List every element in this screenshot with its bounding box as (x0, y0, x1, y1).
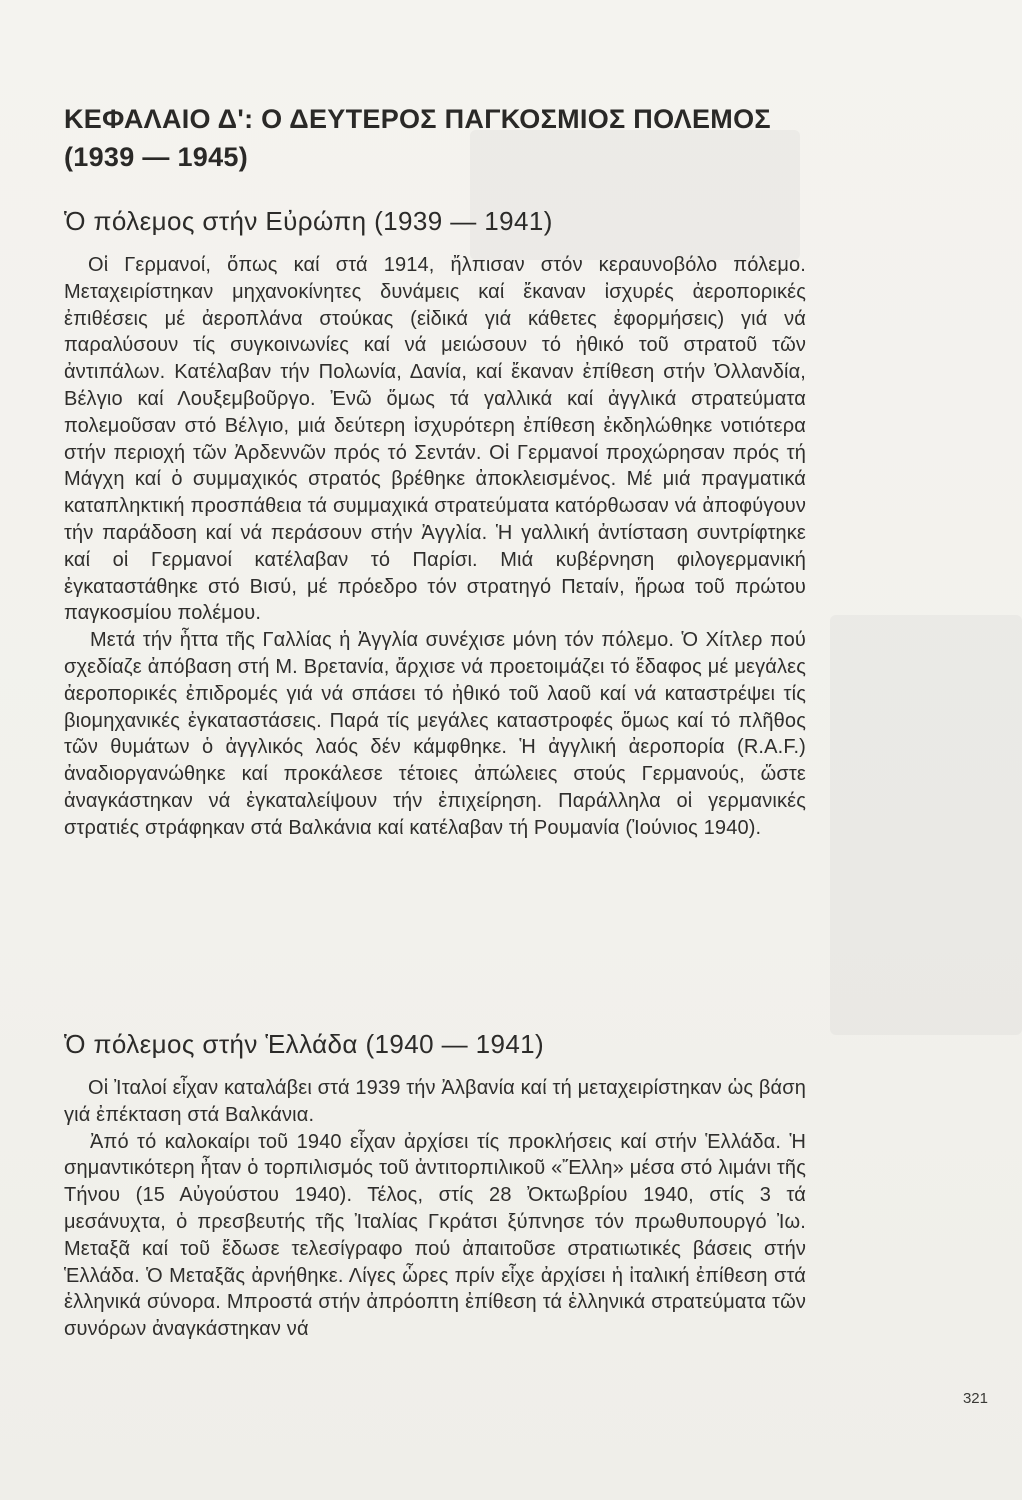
page-show-through (830, 615, 1022, 1035)
section-title-greece: Ὁ πόλεμος στήν Ἑλλάδα (1940 — 1941) (64, 1029, 545, 1059)
paragraph: Οἱ Ἰταλοί εἶχαν καταλάβει στά 1939 τήν Ἀλβανία καί τή μεταχειρίστηκαν ὡς βάση γιά ἐπέκταση στά Βαλκάνια. (64, 1077, 806, 1126)
page-number: 321 (962, 1390, 988, 1407)
section-title-europe: Ὁ πόλεμος στήν Εὐρώπη (1939 — 1941) (64, 206, 553, 236)
paragraph: Οἱ Γερμανοί, ὅπως καί στά 1914, ἤλπισαν στόν κεραυνοβόλο πόλεμο. Μεταχειρίστηκαν μηχανοκίνητες δυνάμεις καί ἔκαναν ἰσχυρές ἀεροπορικές ἐπιθέσεις μέ ἀεροπλάνα στούκας (εἰδικά γιά κάθετες ἐφορμήσεις) γιά νά παραλύσουν τίς συγκοινωνίες καί νά μειώσουν τό ἠθικό τοῦ στρατοῦ τῶν ἀντιπάλων. Κατέλαβαν τήν Πολωνία, Δανία, καί ἔκαναν ἐπίθεση στήν Ὀλλανδία, Βέλγιο καί Λουξεμβοῦργο. Ἐνῶ ὅμως τά γαλλικά καί ἀγγλικά στρατεύματα πολεμοῦσαν στό Βέλγιο, μιά δεύτερη ἰσχυρότερη ἐπίθεση ἐκδηλώθηκε νοτιότερα στήν περιοχή τῶν Ἀρδεννῶν πρός τό Σεντάν. Οἱ Γερμανοί προχώρησαν πρός τή Μάγχη καί ὁ συμμαχικός στρατός βρέθηκε ἀποκλεισμένος. Μέ μιά πραγματικά καταπληκτική προσπάθεια τά συμμαχικά στρατεύματα κατόρθωσαν νά ἀποφύγουν τήν παράδοση καί νά περάσουν στήν Ἀγγλία. Ἡ γαλλική ἀντίσταση συντρίφτηκε καί οἱ Γερμανοί κατέλαβαν τό Παρίσι. Μιά κυβέρνηση φιλογερμανική ἐγκαταστάθηκε στό Βισύ, μέ πρόεδρο τόν στρατηγό Πεταίν, ἥρωα τοῦ πρώτου παγκοσμίου πολέμου. (64, 254, 806, 625)
chapter-title-line1: ΚΕΦΑΛΑΙΟ Δ': Ο ΔΕΥΤΕΡΟΣ ΠΑΓΚΟΣΜΙΟΣ ΠΟΛΕΜΟΣ (64, 104, 771, 134)
chapter-title-line2: (1939 — 1945) (64, 142, 249, 172)
paragraph: Ἀπό τό καλοκαίρι τοῦ 1940 εἶχαν ἀρχίσει τίς προκλήσεις καί στήν Ἑλλάδα. Ἡ σημαντικότερη ἦταν ὁ τορπιλισμός τοῦ ἀντιτορπιλικοῦ «Ἔλλη» μέσα στό λιμάνι τῆς Τήνου (15 Αὐγούστου 1940). Τέλος, στίς 28 Ὀκτωβρίου 1940, στίς 3 τά μεσάνυχτα, ὁ πρεσβευτής τῆς Ἰταλίας Γκράτσι ξύπνησε τόν πρωθυπουργό Ἰω. Μεταξᾶ καί τοῦ ἔδωσε τελεσίγραφο πού ἀπαιτοῦσε στρατιωτικές βάσεις στήν Ἑλλάδα. Ὁ Μεταξᾶς ἀρνήθηκε. Λίγες ὧρες πρίν εἶχε ἀρχίσει ἡ ἰταλική ἐπίθεση στά ἑλληνικά σύνορα. Μπροστά στήν ἀπρόοπτη ἐπίθεση τά ἑλληνικά στρατεύματα τῶν συνόρων ἀναγκάστηκαν νά (64, 1130, 806, 1341)
paragraph: Μετά τήν ἧττα τῆς Γαλλίας ἡ Ἀγγλία συνέχισε μόνη τόν πόλεμο. Ὁ Χίτλερ πού σχεδίαζε ἀπόβαση στή Μ. Βρετανία, ἄρχισε νά προετοιμάζει τό ἔδαφος μέ μεγάλες ἀεροπορικές ἐπιδρομές γιά νά σπάσει τό ἠθικό τοῦ λαοῦ καί νά καταστρέψει τίς βιομηχανικές ἐγκαταστάσεις. Παρά τίς μεγάλες καταστροφές ὅμως καί τό πλῆθος τῶν θυμάτων ὁ ἀγγλικός λαός δέν κάμφθηκε. Ἡ ἀγγλική ἀεροπορία (R.A.F.) ἀναδιοργανώθηκε καί προκάλεσε τέτοιες ἀπώλειες στούς Γερμανούς, ὥστε ἀναγκάστηκαν νά ἐγκαταλείψουν τήν ἐπιχείρηση. Παράλληλα οἱ γερμανικές στρατιές στράφηκαν στά Βαλκάνια καί κατέλαβαν τή Ρουμανία (Ἰούνιος 1940). (64, 629, 806, 839)
section-body-europe (64, 252, 806, 842)
section-body-greece (64, 1075, 806, 1343)
chapter-title (64, 100, 824, 176)
